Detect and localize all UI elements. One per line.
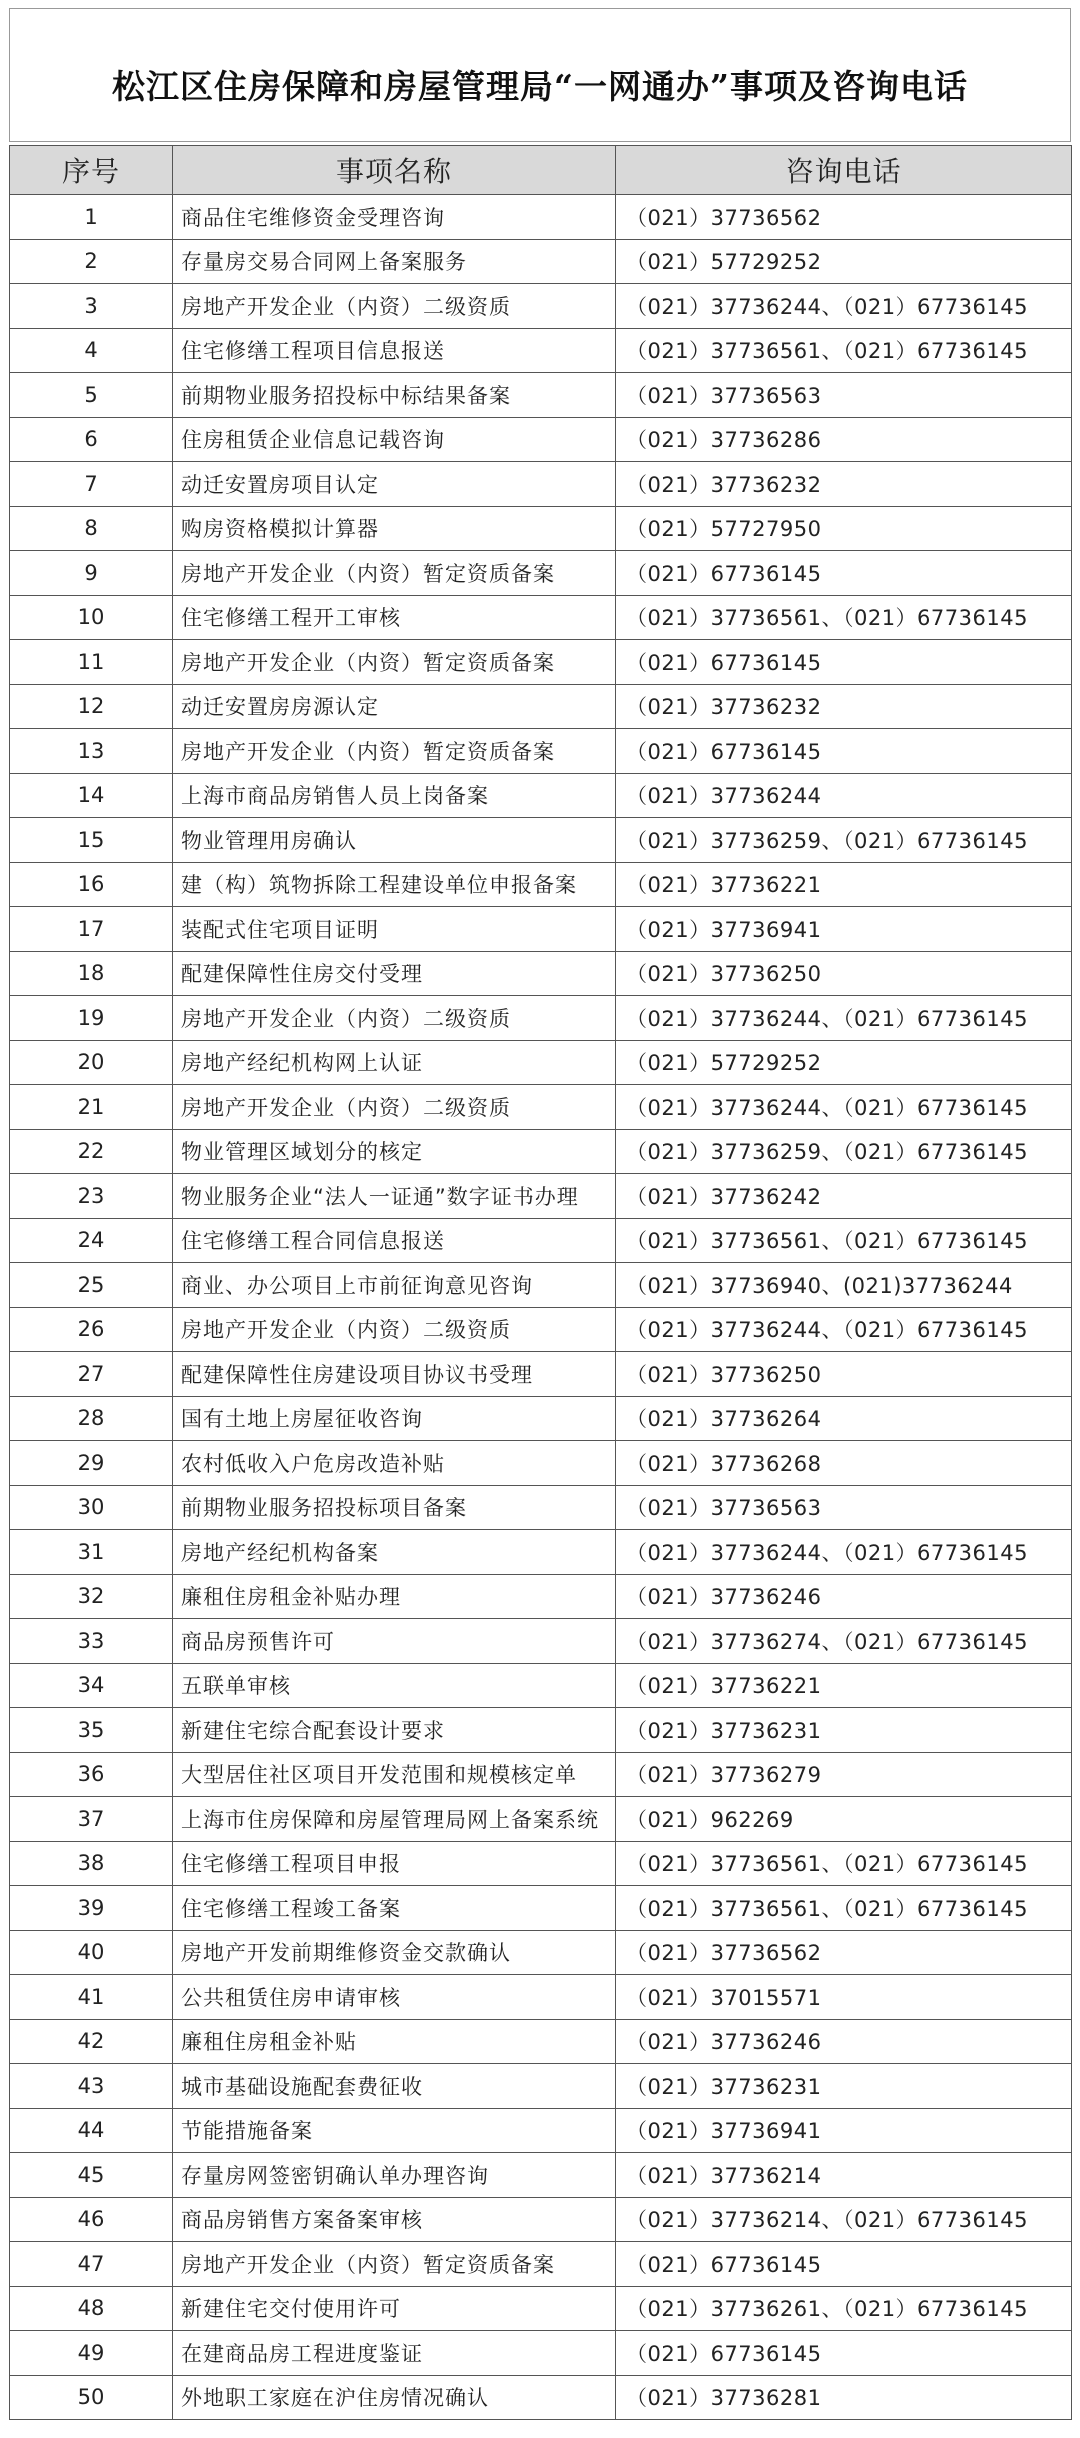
row-number: 4 [10, 328, 173, 373]
item-name: 配建保障性住房建设项目协议书受理 [173, 1352, 616, 1397]
row-number: 45 [10, 2153, 173, 2198]
phone-number: （021）37736244、（021）67736145 [616, 1307, 1072, 1352]
item-name: 上海市住房保障和房屋管理局网上备案系统 [173, 1797, 616, 1842]
phone-number: （021）37736232 [616, 462, 1072, 507]
table-row [10, 2064, 1072, 2109]
phone-number: （021）37736231 [616, 1708, 1072, 1753]
row-number: 46 [10, 2197, 173, 2242]
phone-number: （021）37736221 [616, 1663, 1072, 1708]
item-name: 新建住宅综合配套设计要求 [173, 1708, 616, 1753]
phone-number: （021）962269 [616, 1797, 1072, 1842]
row-number: 34 [10, 1663, 173, 1708]
row-number: 27 [10, 1352, 173, 1397]
phone-number: （021）67736145 [616, 2331, 1072, 2376]
phone-number: （021）37736242 [616, 1174, 1072, 1219]
row-number: 20 [10, 1040, 173, 1085]
table-row [10, 373, 1072, 418]
table-row [10, 417, 1072, 462]
table-row [10, 2242, 1072, 2287]
item-name: 上海市商品房销售人员上岗备案 [173, 773, 616, 818]
item-name: 动迁安置房房源认定 [173, 684, 616, 729]
phone-number: （021）67736145 [616, 2242, 1072, 2287]
phone-number: （021）57729252 [616, 1040, 1072, 1085]
item-name: 物业管理用房确认 [173, 818, 616, 863]
table-row [10, 862, 1072, 907]
table-row [10, 195, 1072, 240]
table-row [10, 2286, 1072, 2331]
item-name: 住宅修缮工程项目申报 [173, 1841, 616, 1886]
row-number: 10 [10, 595, 173, 640]
table-row [10, 551, 1072, 596]
item-name: 商业、办公项目上市前征询意见咨询 [173, 1263, 616, 1308]
item-name: 住宅修缮工程开工审核 [173, 595, 616, 640]
table-row [10, 1841, 1072, 1886]
item-name: 房地产经纪机构备案 [173, 1530, 616, 1575]
item-name: 国有土地上房屋征收咨询 [173, 1396, 616, 1441]
item-name: 公共租赁住房申请审核 [173, 1975, 616, 2020]
phone-number: （021）37736563 [616, 373, 1072, 418]
row-number: 35 [10, 1708, 173, 1753]
phone-number: （021）37736232 [616, 684, 1072, 729]
row-number: 47 [10, 2242, 173, 2287]
row-number: 9 [10, 551, 173, 596]
row-number: 49 [10, 2331, 173, 2376]
item-name: 商品房销售方案备案审核 [173, 2197, 616, 2242]
table-row [10, 1797, 1072, 1842]
table-row [10, 684, 1072, 729]
row-number: 15 [10, 818, 173, 863]
table-row [10, 1441, 1072, 1486]
row-number: 12 [10, 684, 173, 729]
phone-number: （021）37736214 [616, 2153, 1072, 2198]
row-number: 33 [10, 1619, 173, 1664]
row-number: 50 [10, 2375, 173, 2420]
phone-number: （021）37736244、（021）67736145 [616, 284, 1072, 329]
row-number: 40 [10, 1930, 173, 1975]
phone-number: （021）57729252 [616, 239, 1072, 284]
table-row [10, 2331, 1072, 2376]
phone-number: （021）37736561、（021）67736145 [616, 1886, 1072, 1931]
row-number: 17 [10, 907, 173, 952]
item-name: 新建住宅交付使用许可 [173, 2286, 616, 2331]
item-name: 前期物业服务招投标中标结果备案 [173, 373, 616, 418]
phone-number: （021）37736246 [616, 2019, 1072, 2064]
item-name: 配建保障性住房交付受理 [173, 951, 616, 996]
row-number: 6 [10, 417, 173, 462]
phone-number: （021）37736259、（021）67736145 [616, 1129, 1072, 1174]
item-name: 商品住宅维修资金受理咨询 [173, 195, 616, 240]
row-number: 48 [10, 2286, 173, 2331]
item-name: 五联单审核 [173, 1663, 616, 1708]
item-name: 住宅修缮工程项目信息报送 [173, 328, 616, 373]
row-number: 11 [10, 640, 173, 685]
row-number: 31 [10, 1530, 173, 1575]
phone-number: （021）37015571 [616, 1975, 1072, 2020]
table-row [10, 1975, 1072, 2020]
table-row [10, 1263, 1072, 1308]
row-number: 32 [10, 1574, 173, 1619]
item-name: 动迁安置房项目认定 [173, 462, 616, 507]
table-row [10, 729, 1072, 774]
table-row [10, 1174, 1072, 1219]
table-row [10, 1307, 1072, 1352]
item-name: 房地产经纪机构网上认证 [173, 1040, 616, 1085]
table-row [10, 1619, 1072, 1664]
table-row [10, 595, 1072, 640]
row-number: 19 [10, 996, 173, 1041]
phone-number: （021）37736561、（021）67736145 [616, 328, 1072, 373]
item-name: 农村低收入户危房改造补贴 [173, 1441, 616, 1486]
table-row [10, 2153, 1072, 2198]
phone-number: （021）37736259、（021）67736145 [616, 818, 1072, 863]
phone-number: （021）37736279 [616, 1752, 1072, 1797]
row-number: 3 [10, 284, 173, 329]
item-name: 房地产开发企业（内资）二级资质 [173, 996, 616, 1041]
table-body [10, 195, 1072, 2420]
table-row [10, 818, 1072, 863]
table-row [10, 2019, 1072, 2064]
row-number: 25 [10, 1263, 173, 1308]
phone-number: （021）37736264 [616, 1396, 1072, 1441]
item-name: 廉租住房租金补贴办理 [173, 1574, 616, 1619]
row-number: 18 [10, 951, 173, 996]
item-name: 住宅修缮工程合同信息报送 [173, 1218, 616, 1263]
table-row [10, 640, 1072, 685]
table-row [10, 1352, 1072, 1397]
table-row [10, 1930, 1072, 1975]
phone-number: （021）57727950 [616, 506, 1072, 551]
item-name: 房地产开发企业（内资）暂定资质备案 [173, 640, 616, 685]
table-row [10, 1129, 1072, 1174]
phone-number: （021）37736261、（021）67736145 [616, 2286, 1072, 2331]
phone-number: （021）37736244 [616, 773, 1072, 818]
row-number: 26 [10, 1307, 173, 1352]
phone-number: （021）37736221 [616, 862, 1072, 907]
row-number: 41 [10, 1975, 173, 2020]
phone-number: （021）37736244、（021）67736145 [616, 1085, 1072, 1130]
phone-number: （021）67736145 [616, 640, 1072, 685]
row-number: 13 [10, 729, 173, 774]
row-number: 2 [10, 239, 173, 284]
phone-number: （021）37736268 [616, 1441, 1072, 1486]
table-row [10, 773, 1072, 818]
item-name: 购房资格模拟计算器 [173, 506, 616, 551]
row-number: 23 [10, 1174, 173, 1219]
phone-number: （021）67736145 [616, 729, 1072, 774]
item-name: 房地产开发企业（内资）二级资质 [173, 284, 616, 329]
table-header-row [10, 146, 1072, 195]
item-name: 房地产开发企业（内资）暂定资质备案 [173, 2242, 616, 2287]
table-row [10, 1752, 1072, 1797]
table-row [10, 1218, 1072, 1263]
phone-number: （021）37736244、（021）67736145 [616, 996, 1072, 1041]
page-title: 松江区住房保障和房屋管理局“一网通办”事项及咨询电话 [112, 67, 968, 106]
table-row [10, 462, 1072, 507]
item-name: 廉租住房租金补贴 [173, 2019, 616, 2064]
item-name: 房地产开发企业（内资）二级资质 [173, 1085, 616, 1130]
table-row [10, 239, 1072, 284]
item-name: 大型居住社区项目开发范围和规模核定单 [173, 1752, 616, 1797]
row-number: 30 [10, 1485, 173, 1530]
item-name: 存量房网签密钥确认单办理咨询 [173, 2153, 616, 2198]
item-name: 房地产开发企业（内资）暂定资质备案 [173, 729, 616, 774]
phone-number: （021）37736561、（021）67736145 [616, 1218, 1072, 1263]
phone-number: （021）37736940、(021)37736244 [616, 1263, 1072, 1308]
header-name: 事项名称 [173, 146, 616, 195]
row-number: 8 [10, 506, 173, 551]
phone-number: （021）37736250 [616, 1352, 1072, 1397]
phone-number: （021）37736231 [616, 2064, 1072, 2109]
phone-number: （021）37736281 [616, 2375, 1072, 2420]
row-number: 5 [10, 373, 173, 418]
phone-number: （021）37736214、（021）67736145 [616, 2197, 1072, 2242]
row-number: 16 [10, 862, 173, 907]
phone-number: （021）37736250 [616, 951, 1072, 996]
table-row [10, 1708, 1072, 1753]
row-number: 1 [10, 195, 173, 240]
table-row [10, 1886, 1072, 1931]
table-row [10, 284, 1072, 329]
item-name: 前期物业服务招投标项目备案 [173, 1485, 616, 1530]
table-row [10, 506, 1072, 551]
row-number: 37 [10, 1797, 173, 1842]
header-phone: 咨询电话 [616, 146, 1072, 195]
item-name: 物业管理区域划分的核定 [173, 1129, 616, 1174]
table-row [10, 1530, 1072, 1575]
phone-number: （021）37736941 [616, 907, 1072, 952]
item-name: 房地产开发企业（内资）二级资质 [173, 1307, 616, 1352]
phone-number: （021）37736562 [616, 195, 1072, 240]
row-number: 36 [10, 1752, 173, 1797]
item-name: 城市基础设施配套费征收 [173, 2064, 616, 2109]
row-number: 39 [10, 1886, 173, 1931]
row-number: 28 [10, 1396, 173, 1441]
item-name: 装配式住宅项目证明 [173, 907, 616, 952]
item-name: 节能措施备案 [173, 2108, 616, 2153]
row-number: 24 [10, 1218, 173, 1263]
item-name: 存量房交易合同网上备案服务 [173, 239, 616, 284]
table-row [10, 1663, 1072, 1708]
phone-number: （021）37736941 [616, 2108, 1072, 2153]
row-number: 21 [10, 1085, 173, 1130]
phone-number: （021）37736563 [616, 1485, 1072, 1530]
item-name: 建（构）筑物拆除工程建设单位申报备案 [173, 862, 616, 907]
item-name: 房地产开发企业（内资）暂定资质备案 [173, 551, 616, 596]
row-number: 43 [10, 2064, 173, 2109]
phone-number: （021）37736562 [616, 1930, 1072, 1975]
table-row [10, 951, 1072, 996]
row-number: 7 [10, 462, 173, 507]
row-number: 14 [10, 773, 173, 818]
item-name: 房地产开发前期维修资金交款确认 [173, 1930, 616, 1975]
table-row [10, 1040, 1072, 1085]
row-number: 42 [10, 2019, 173, 2064]
item-name: 物业服务企业“法人一证通”数字证书办理 [173, 1174, 616, 1219]
phone-number: （021）67736145 [616, 551, 1072, 596]
table-row [10, 1485, 1072, 1530]
row-number: 22 [10, 1129, 173, 1174]
phone-number: （021）37736246 [616, 1574, 1072, 1619]
item-name: 住宅修缮工程竣工备案 [173, 1886, 616, 1931]
table-row [10, 2108, 1072, 2153]
table-row [10, 996, 1072, 1041]
item-name: 商品房预售许可 [173, 1619, 616, 1664]
phone-number: （021）37736244、（021）67736145 [616, 1530, 1072, 1575]
table-row [10, 1085, 1072, 1130]
phone-number: （021）37736286 [616, 417, 1072, 462]
row-number: 44 [10, 2108, 173, 2153]
table-row [10, 1574, 1072, 1619]
header-no: 序号 [10, 146, 173, 195]
table-row [10, 2375, 1072, 2420]
table-row [10, 328, 1072, 373]
table-row [10, 1396, 1072, 1441]
table-row [10, 907, 1072, 952]
row-number: 29 [10, 1441, 173, 1486]
title-box [9, 8, 1071, 142]
item-name: 外地职工家庭在沪住房情况确认 [173, 2375, 616, 2420]
item-name: 在建商品房工程进度鉴证 [173, 2331, 616, 2376]
item-name: 住房租赁企业信息记载咨询 [173, 417, 616, 462]
phone-number: （021）37736274、（021）67736145 [616, 1619, 1072, 1664]
service-table [9, 145, 1072, 2420]
phone-number: （021）37736561、（021）67736145 [616, 1841, 1072, 1886]
table-row [10, 2197, 1072, 2242]
phone-number: （021）37736561、（021）67736145 [616, 595, 1072, 640]
row-number: 38 [10, 1841, 173, 1886]
